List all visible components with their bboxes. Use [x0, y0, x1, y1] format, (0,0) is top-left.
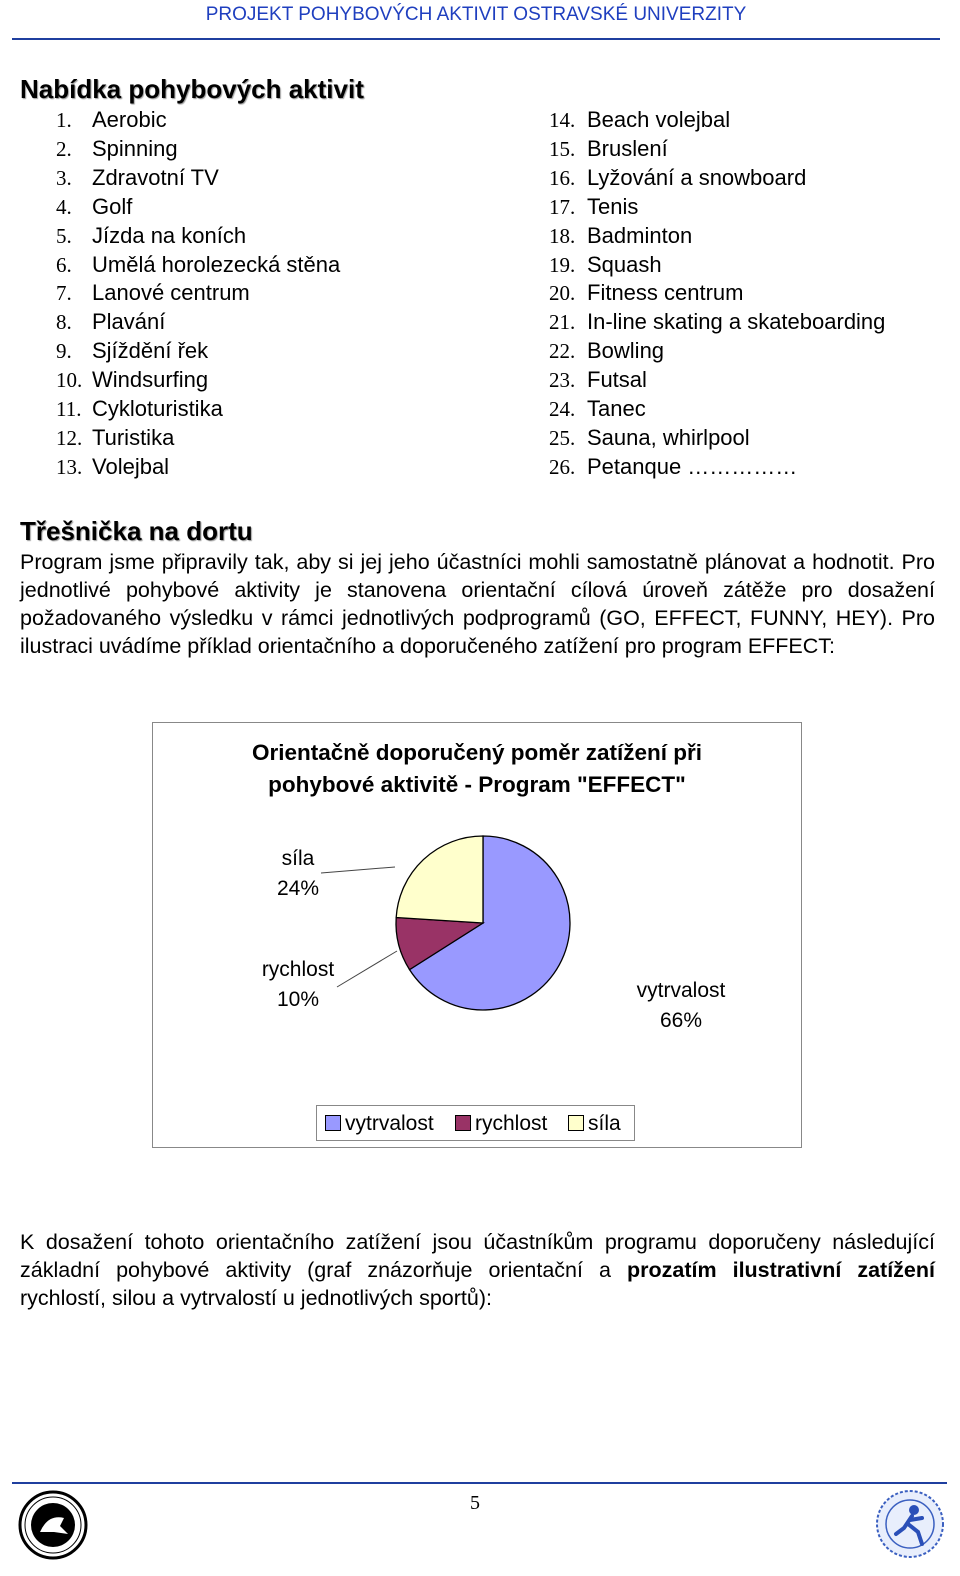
label-rychlost-name: rychlost	[261, 958, 335, 981]
legend-label-sila: síla	[588, 1112, 621, 1135]
chart-title-line-2: pohybové aktivitě - Program "EFFECT"	[268, 772, 686, 797]
activity-label: Bruslení	[587, 135, 668, 161]
activity-number: 20.	[549, 281, 576, 306]
activity-item	[549, 424, 885, 453]
activity-number: 22.	[549, 339, 576, 364]
pie-chart	[152, 722, 802, 1148]
activity-list-left	[56, 106, 340, 482]
activity-label: Spinning	[92, 135, 178, 161]
activity-label: Golf	[92, 193, 133, 219]
closing-text-2: rychlostí, silou a vytrvalostí u jednotlivých sportů):	[20, 1286, 492, 1310]
activity-number: 3.	[56, 165, 72, 190]
activity-item	[56, 424, 340, 453]
activity-item	[549, 366, 885, 395]
activity-item	[56, 395, 340, 424]
activity-item	[56, 337, 340, 366]
label-sila-name: síla	[281, 847, 315, 870]
activity-number: 6.	[56, 252, 72, 277]
activity-item	[56, 106, 340, 135]
activity-label: Turistika	[92, 424, 175, 450]
activity-label: Tanec	[587, 396, 646, 422]
activity-label: Beach volejbal	[587, 107, 731, 132]
activity-number: 12.	[56, 425, 83, 450]
activity-number: 24.	[549, 397, 576, 422]
closing-text-1: K dosažení tohoto orientačního zatížení jsou účastníkům programu doporučeny následující základní pohybové aktivity (graf znázorňuje orientační a	[20, 1230, 935, 1282]
activity-label: Lanové centrum	[92, 280, 250, 306]
activity-list-right	[549, 106, 885, 482]
header-title: PROJEKT POHYBOVÝCH AKTIVIT OSTRAVSKÉ UNIVERZITY	[205, 4, 747, 25]
activity-label: Fitness centrum	[587, 280, 744, 306]
activity-number: 25.	[549, 425, 576, 450]
activity-item	[56, 193, 340, 222]
activity-number: 4.	[56, 194, 72, 219]
activity-item	[549, 222, 885, 251]
closing-bold: prozatím ilustrativní zatížení	[626, 1258, 935, 1282]
activity-label: Bowling	[587, 338, 665, 364]
page-footer	[12, 1482, 947, 1484]
legend-swatch-sila	[568, 1115, 584, 1131]
activity-label: Sauna, whirlpool	[587, 424, 750, 450]
activity-label: In-line skating a skateboarding	[587, 309, 886, 335]
activity-item	[549, 135, 885, 164]
activity-label: Plavání	[92, 309, 166, 335]
page-header	[12, 0, 940, 40]
chart-legend	[316, 1105, 635, 1141]
activity-label: Badminton	[587, 222, 693, 248]
label-sila-value: 24%	[276, 877, 320, 900]
activity-item	[549, 279, 885, 308]
activity-number: 13.	[56, 454, 83, 479]
activity-label: Futsal	[587, 367, 647, 393]
pie-svg	[153, 723, 801, 1147]
activity-label: Aerobic	[92, 107, 167, 132]
activity-number: 23.	[549, 368, 576, 393]
activity-number: 10.	[56, 368, 83, 393]
activity-number: 11.	[56, 397, 82, 422]
label-sila	[247, 844, 349, 904]
slice-sila	[396, 836, 483, 923]
activity-number: 9.	[56, 339, 72, 364]
activity-item	[549, 106, 885, 135]
legend-swatch-vytrvalost	[325, 1115, 341, 1131]
activity-item	[56, 222, 340, 251]
activity-number: 26.	[549, 454, 576, 479]
activity-item	[56, 164, 340, 193]
activity-item	[56, 251, 340, 280]
activity-item	[549, 308, 885, 337]
activity-label: Squash	[587, 251, 662, 277]
activity-label: Lyžování a snowboard	[587, 164, 807, 190]
label-vytrvalost-name: vytrvalost	[636, 979, 726, 1002]
activity-item	[56, 366, 340, 395]
activity-number: 1.	[56, 108, 72, 132]
activity-item	[549, 337, 885, 366]
label-vytrvalost	[623, 976, 739, 1036]
sport-logo	[874, 1488, 946, 1560]
legend-label-rychlost: rychlost	[475, 1112, 548, 1135]
activity-number: 18.	[549, 223, 576, 248]
legend-item-vytrvalost	[325, 1112, 434, 1136]
legend-label-vytrvalost: vytrvalost	[345, 1112, 434, 1135]
activity-item	[56, 279, 340, 308]
activity-number: 2.	[56, 136, 72, 161]
activity-number: 8.	[56, 310, 72, 335]
university-logo	[18, 1490, 88, 1560]
activity-number: 21.	[549, 310, 576, 335]
label-rychlost-value: 10%	[276, 988, 320, 1011]
activity-label: Jízda na koních	[92, 222, 247, 248]
activity-item	[549, 193, 885, 222]
activity-item	[56, 308, 340, 337]
activity-label: Windsurfing	[92, 367, 209, 393]
closing-paragraph	[20, 1228, 935, 1312]
activity-number: 5.	[56, 223, 72, 248]
activity-number: 15.	[549, 136, 576, 161]
activity-label: Tenis	[587, 193, 639, 219]
activity-item	[56, 453, 340, 482]
activity-number: 19.	[549, 252, 576, 277]
label-rychlost	[243, 955, 353, 1015]
activity-label: Sjíždění řek	[92, 338, 209, 364]
label-vytrvalost-value: 66%	[659, 1009, 703, 1032]
chart-title-line-1: Orientačně doporučený poměr zatížení při	[251, 740, 703, 765]
activity-label: Volejbal	[92, 453, 170, 479]
activity-label: Cykloturistika	[92, 396, 223, 422]
activity-label: Umělá horolezecká stěna	[92, 251, 341, 277]
legend-item-rychlost	[455, 1112, 547, 1136]
activities-heading: Nabídka pohybových aktivit	[20, 74, 364, 104]
activity-label: Zdravotní TV	[92, 164, 219, 190]
legend-swatch-rychlost	[455, 1115, 471, 1131]
activity-number: 7.	[56, 281, 72, 306]
legend-item-sila	[568, 1112, 621, 1136]
activity-item	[549, 251, 885, 280]
section-heading: Třešnička na dortu	[20, 516, 253, 546]
activity-number: 14.	[549, 108, 576, 132]
activity-number: 16.	[549, 165, 576, 190]
activity-item	[549, 453, 885, 482]
intro-paragraph: Program jsme připravily tak, aby si jej jeho účastníci mohli samostatně plánovat a hodnotit. Pro jednotlivé pohybové aktivity je stanovena orientační cílová úroveň zátěže pro dosažení požadovaného výsledku v rámci jednotlivých podprogramů (GO, EFFECT, FUNNY, HEY). Pro ilustraci uvádíme příklad orientačního a doporučeného zatížení pro program EFFECT:	[20, 550, 935, 658]
activity-item	[549, 164, 885, 193]
activity-item	[549, 395, 885, 424]
activity-label: Petanque ……………	[587, 453, 798, 479]
activity-number: 17.	[549, 194, 576, 219]
page-number: 5	[470, 1492, 480, 1514]
activity-item	[56, 135, 340, 164]
